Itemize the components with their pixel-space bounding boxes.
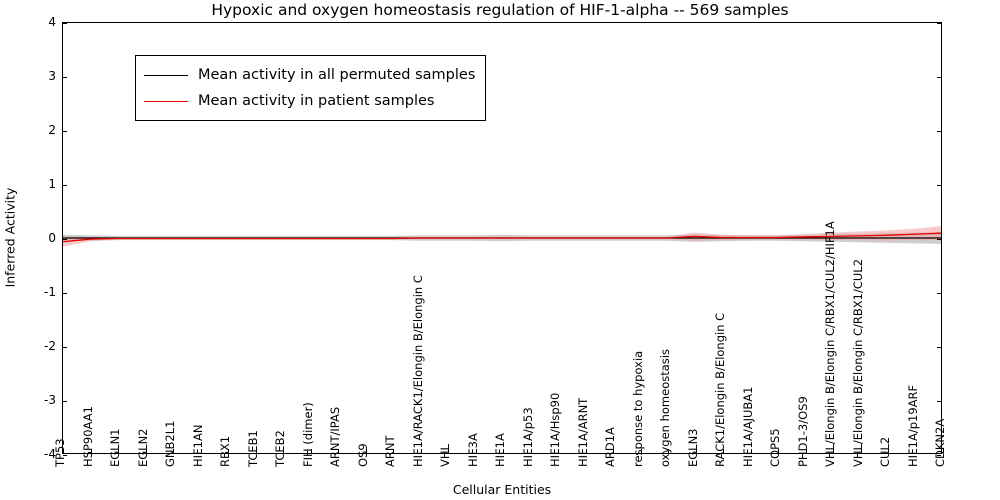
x-tick-label: response to hypoxia — [630, 350, 645, 467]
y-tick-mark — [937, 239, 941, 240]
x-tick-label: HIF1A/p19ARF — [905, 384, 920, 467]
x-tick-label: CDKN2A — [933, 418, 947, 467]
plot-area — [53, 22, 947, 467]
y-tick-label: 0 — [48, 231, 56, 245]
legend-label-permuted: Mean activity in all permuted samples — [198, 67, 476, 83]
y-tick-label: 4 — [48, 15, 56, 29]
x-tick-label: GNB2L1 — [163, 420, 177, 467]
page-title: Hypoxic and oxygen homeostasis regulation of HIF-1-alpha -- 569 samples — [211, 1, 789, 19]
y-tick-mark — [937, 23, 941, 24]
x-tick-label: EGLN1 — [108, 428, 122, 467]
x-tick-label: VHL — [438, 444, 452, 467]
legend-line-permuted — [144, 75, 188, 76]
x-tick-label: VHL/Elongin B/Elongin C/RBX1/CUL2/HIF1A — [823, 221, 837, 467]
x-tick-label: RBX1 — [218, 435, 232, 467]
legend-item-patient — [144, 88, 475, 114]
y-axis-label-text: Inferred Activity — [2, 187, 18, 288]
x-tick-label: PHD1-3/OS9 — [795, 396, 810, 467]
x-tick-label: OS9 — [355, 443, 370, 467]
y-tick-mark — [63, 293, 67, 294]
y-tick-label: 2 — [48, 123, 56, 137]
x-tick-label: HIF1A — [493, 433, 507, 467]
x-tick-label: oxygen homeostasis — [658, 349, 672, 467]
x-tick-label: HIF3A — [465, 433, 480, 467]
legend-item-permuted — [144, 62, 475, 88]
x-tick-label: HIF1A/ARNT — [575, 397, 590, 467]
y-tick-mark — [937, 401, 941, 402]
y-tick-mark — [63, 23, 67, 24]
y-tick-label: -2 — [44, 339, 56, 353]
x-tick-label: HIF1A/p53 — [520, 407, 535, 467]
x-tick-label: RACK1/Elongin B/Elongin C — [713, 312, 727, 467]
x-tick-label: HIF1A/Hsp90 — [548, 392, 562, 467]
y-tick-mark — [63, 131, 67, 132]
y-tick-mark — [63, 77, 67, 78]
x-tick-label: COPS5 — [768, 428, 782, 467]
legend — [135, 55, 486, 121]
y-tick-label: 3 — [48, 69, 56, 83]
x-tick-label: TP53 — [53, 438, 67, 467]
y-tick-mark — [63, 347, 67, 348]
x-tick-label: EGLN2 — [135, 428, 150, 467]
y-tick-mark — [937, 185, 941, 186]
y-tick-mark — [937, 131, 941, 132]
x-axis-label: Cellular Entities — [452, 482, 552, 497]
y-tick-label: -4 — [44, 447, 56, 461]
legend-line-patient — [144, 101, 188, 102]
x-tick-label: EGLN3 — [685, 428, 700, 467]
x-tick-label: ARD1A — [603, 427, 617, 467]
x-tick-label: FIH (dimer) — [300, 402, 315, 467]
x-tick-label: ARNT/IPAS — [328, 406, 342, 467]
x-tick-label: HSP90AA1 — [80, 406, 95, 467]
y-tick-mark — [937, 77, 941, 78]
x-tick-label: TCEB2 — [273, 430, 287, 467]
x-tick-label: TCEB1 — [245, 430, 260, 467]
y-tick-label: 1 — [48, 177, 56, 191]
y-tick-mark — [63, 401, 67, 402]
x-tick-label: HIF1A/AJUBA1 — [740, 386, 755, 467]
y-tick-mark — [937, 293, 941, 294]
x-tick-label: HIF1A/RACK1/Elongin B/Elongin C — [410, 275, 425, 467]
x-tick-label: CUL2 — [878, 436, 892, 467]
x-tick-label: VHL/Elongin B/Elongin C/RBX1/CUL2 — [850, 258, 865, 467]
y-tick-label: -1 — [44, 285, 56, 299]
x-tick-label: HIF1AN — [190, 424, 205, 467]
y-tick-mark — [937, 347, 941, 348]
legend-label-patient: Mean activity in patient samples — [198, 93, 435, 109]
x-tick-label: ARNT — [383, 435, 397, 467]
y-tick-mark — [63, 239, 67, 240]
y-tick-mark — [63, 185, 67, 186]
y-tick-label: -3 — [44, 393, 56, 407]
